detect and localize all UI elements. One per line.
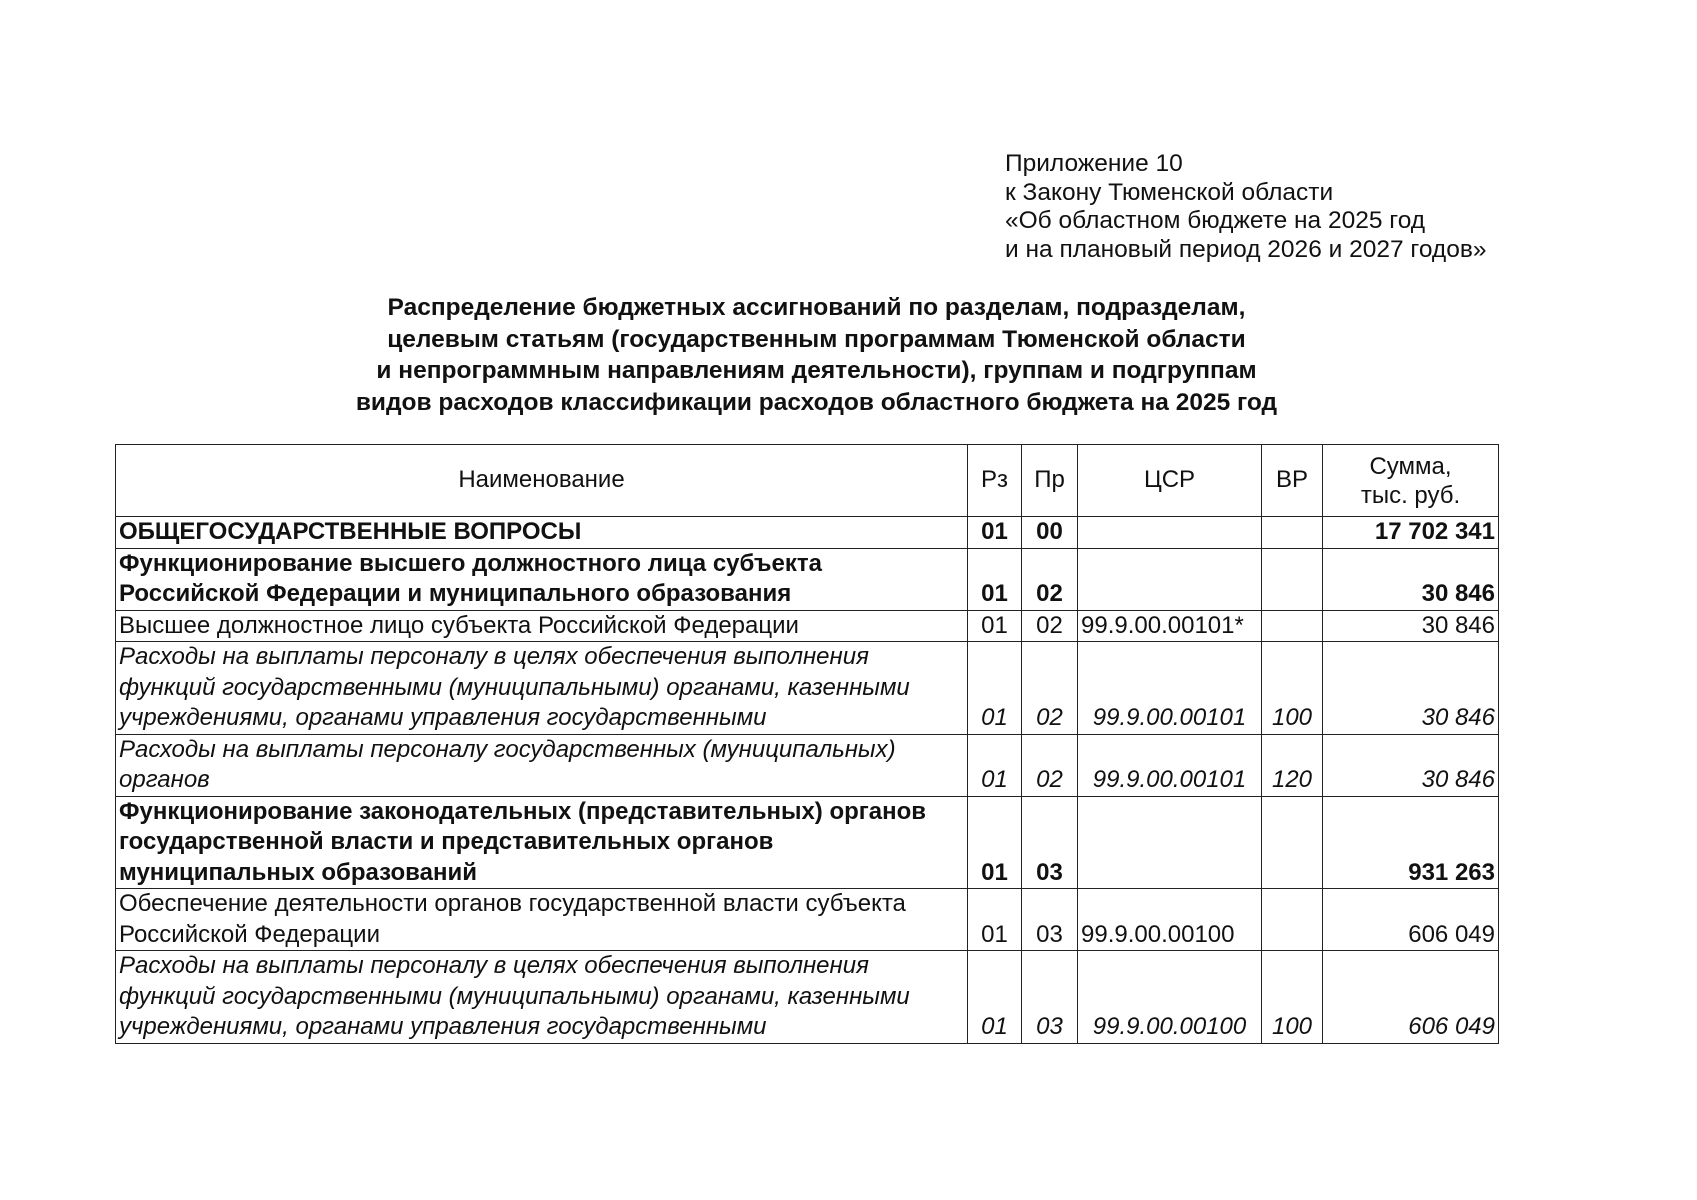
appendix-line: и на плановый период 2026 и 2027 годов» — [1005, 235, 1487, 263]
row-sum: 606 049 — [1323, 951, 1499, 1044]
row-name — [116, 889, 968, 951]
row-name-line: Функционирование законодательных (представительных) органов — [119, 797, 927, 825]
row-rz: 01 — [968, 517, 1022, 549]
row-name-line: функций государственными (муниципальными) органами, казенными — [119, 673, 910, 701]
row-pr: 03 — [1022, 951, 1078, 1044]
header-pr: Пр — [1022, 445, 1078, 517]
row-name — [116, 734, 968, 796]
row-sum: 931 263 — [1323, 796, 1499, 889]
row-name-line: учреждениями, органами управления государственными — [119, 1013, 767, 1040]
row-csr — [1078, 517, 1262, 549]
document-title — [115, 292, 1518, 418]
row-csr: 99.9.00.00101 — [1078, 734, 1262, 796]
row-csr — [1078, 796, 1262, 889]
table-row — [116, 889, 1499, 951]
row-csr: 99.9.00.00101 — [1078, 642, 1262, 735]
row-vr — [1262, 517, 1323, 549]
row-name-line: органов — [119, 766, 210, 793]
row-pr: 03 — [1022, 796, 1078, 889]
row-name — [116, 796, 968, 889]
header-sum-unit: тыс. руб. — [1360, 481, 1461, 509]
table-row — [116, 610, 1499, 642]
row-name — [116, 951, 968, 1044]
row-name-line: Обеспечение деятельности органов государственной власти субъекта — [119, 890, 906, 917]
row-vr — [1262, 889, 1323, 951]
title-line: Распределение бюджетных ассигнований по разделам, подразделам, — [387, 294, 1246, 321]
appendix-line: к Закону Тюменской области — [1005, 178, 1334, 206]
row-pr: 02 — [1022, 734, 1078, 796]
row-name-line: Расходы на выплаты персоналу в целях обеспечения выполнения — [119, 643, 869, 670]
header-name: Наименование — [116, 445, 968, 517]
row-rz: 01 — [968, 548, 1022, 610]
appendix-line: «Об областном бюджете на 2025 год — [1005, 207, 1426, 234]
row-rz: 01 — [968, 796, 1022, 889]
row-rz: 01 — [968, 951, 1022, 1044]
table-row — [116, 517, 1499, 549]
row-name-line: ОБЩЕГОСУДАРСТВЕННЫЕ ВОПРОСЫ — [119, 518, 582, 545]
row-name-line: Российской Федерации — [119, 920, 380, 948]
row-pr: 00 — [1022, 517, 1078, 549]
row-name-line: Российской Федерации и муниципального образования — [119, 580, 792, 607]
row-name-line: Функционирование высшего должностного лица субъекта — [119, 549, 822, 577]
header-csr: ЦСР — [1078, 445, 1262, 517]
table-row — [116, 951, 1499, 1044]
row-vr: 120 — [1262, 734, 1323, 796]
row-name-line: учреждениями, органами управления государственными — [119, 704, 767, 731]
row-csr: 99.9.00.00100 — [1078, 889, 1262, 951]
row-sum: 30 846 — [1323, 734, 1499, 796]
row-name-line: функций государственными (муниципальными) органами, казенными — [119, 982, 910, 1010]
row-csr: 99.9.00.00101* — [1078, 610, 1262, 642]
row-name-line: государственной власти и представительных органов — [119, 828, 774, 855]
row-sum: 17 702 341 — [1323, 517, 1499, 549]
row-name — [116, 548, 968, 610]
row-rz: 01 — [968, 642, 1022, 735]
row-sum: 30 846 — [1323, 642, 1499, 735]
row-csr: 99.9.00.00100 — [1078, 951, 1262, 1044]
row-name — [116, 610, 968, 642]
appendix-note — [1005, 150, 1565, 264]
row-name-line: муниципальных образований — [119, 858, 477, 886]
row-pr: 02 — [1022, 610, 1078, 642]
header-sum — [1323, 445, 1499, 517]
row-name-line: Расходы на выплаты персоналу в целях обеспечения выполнения — [119, 952, 869, 979]
table-row — [116, 796, 1499, 889]
table-row — [116, 548, 1499, 610]
row-pr: 03 — [1022, 889, 1078, 951]
row-vr — [1262, 610, 1323, 642]
row-vr: 100 — [1262, 951, 1323, 1044]
row-pr: 02 — [1022, 548, 1078, 610]
row-name-line: Высшее должностное лицо субъекта Российской Федерации — [119, 611, 799, 639]
row-name — [116, 642, 968, 735]
row-rz: 01 — [968, 610, 1022, 642]
row-sum: 30 846 — [1323, 548, 1499, 610]
appendix-line: Приложение 10 — [1005, 150, 1183, 177]
row-name-line: Расходы на выплаты персоналу государственных (муниципальных) — [119, 735, 896, 763]
title-line: целевым статьям (государственным программам Тюменской области — [387, 325, 1246, 353]
row-sum: 606 049 — [1323, 889, 1499, 951]
row-rz: 01 — [968, 734, 1022, 796]
header-rz: Рз — [968, 445, 1022, 517]
row-rz: 01 — [968, 889, 1022, 951]
table-row — [116, 642, 1499, 735]
row-vr: 100 — [1262, 642, 1323, 735]
row-name — [116, 517, 968, 549]
header-sum-line: Сумма, — [1369, 452, 1452, 480]
row-pr: 02 — [1022, 642, 1078, 735]
row-vr — [1262, 548, 1323, 610]
table-row — [116, 734, 1499, 796]
row-vr — [1262, 796, 1323, 889]
row-csr — [1078, 548, 1262, 610]
table-header-row — [116, 445, 1499, 517]
title-line: и непрограммным направлениям деятельности), группам и подгруппам — [376, 357, 1257, 384]
header-vr: ВР — [1262, 445, 1323, 517]
title-line: видов расходов классификации расходов областного бюджета на 2025 год — [355, 388, 1278, 416]
row-sum: 30 846 — [1323, 610, 1499, 642]
budget-table — [115, 444, 1499, 1044]
